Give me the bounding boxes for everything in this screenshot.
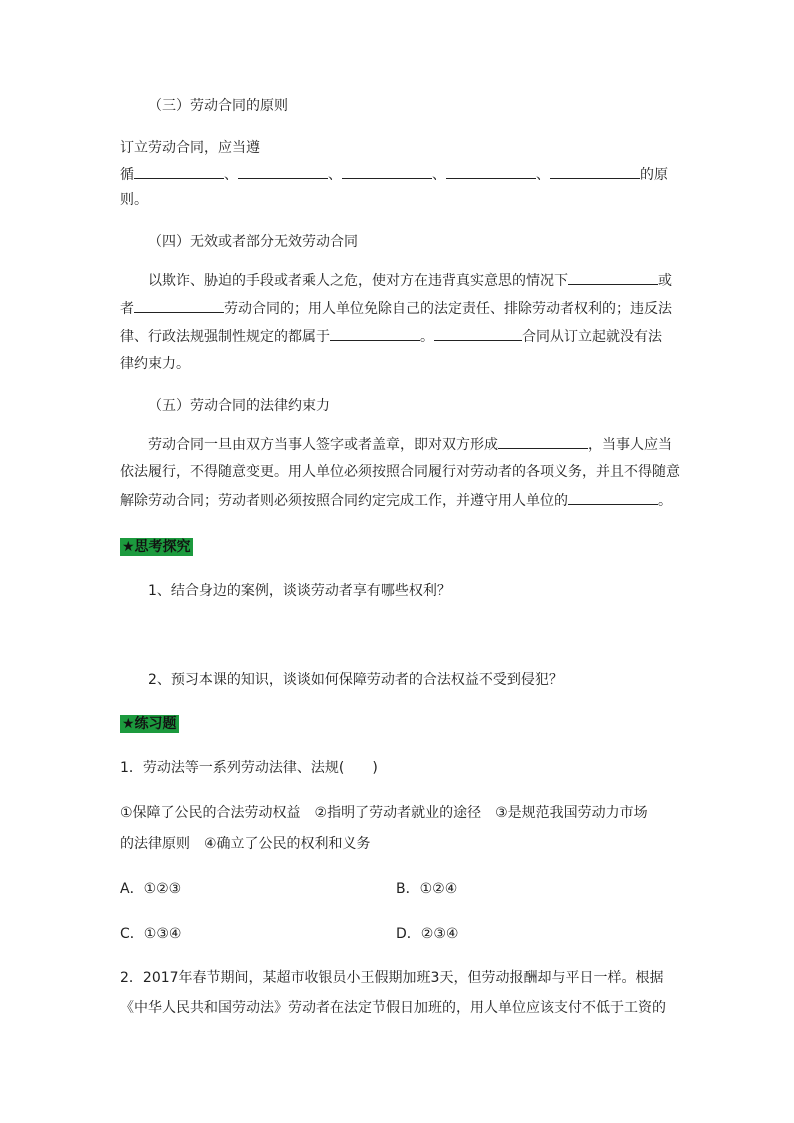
text-fragment: 劳动合同的；用人单位免除自己的法定责任、排除劳动者权利的；违反法 — [224, 301, 672, 317]
section3-line1: 订立劳动合同，应当遵 — [120, 140, 260, 156]
think-question-2: 2、预习本课的知识，谈谈如何保障劳动者的合法权益不受到侵犯？ — [148, 672, 563, 688]
text-fragment: 律、行政法规强制性规定的都属于 — [120, 329, 330, 345]
text-fragment: 。 — [420, 329, 434, 345]
option-d[interactable]: D．②③④ — [396, 926, 459, 942]
fill-blank[interactable] — [238, 164, 328, 179]
fill-blank[interactable] — [568, 270, 658, 285]
section5-para-line2: 依法履行，不得随意变更。用人单位必须按照合同履行对劳动者的各项义务，并且不得随意 — [120, 464, 680, 480]
option-b[interactable]: B．①②④ — [396, 881, 458, 897]
practice-question-2-line1: 2．2017年春节期间，某超市收银员小王假期加班3天，但劳动报酬却与平日一样。根据 — [120, 970, 664, 986]
section5-para-line3 — [120, 490, 672, 511]
question1-items-line1: ①保障了公民的合法劳动权益 ②指明了劳动者就业的途径 ③是规范我国劳动力市场 — [120, 805, 648, 821]
section4-para-line1 — [148, 270, 672, 291]
option-c[interactable]: C．①③④ — [120, 926, 182, 942]
section3-line3: 则。 — [120, 192, 148, 208]
fill-blank[interactable] — [342, 164, 432, 179]
text-fragment: 循 — [120, 167, 134, 183]
question1-items-line2: 的法律原则 ④确立了公民的权利和义务 — [120, 836, 371, 852]
practice-question-1: 1．劳动法等一系列劳动法律、法规( ) — [120, 760, 378, 776]
separator: 、 — [536, 167, 550, 183]
section5-para-line1 — [148, 434, 672, 455]
text-fragment: 合同从订立起就没有法 — [522, 329, 662, 345]
text-fragment: 劳动合同一旦由双方当事人签字或者盖章，即对双方形成 — [148, 437, 498, 453]
section4-para-line4: 律约束力。 — [120, 356, 190, 372]
fill-blank[interactable] — [434, 326, 522, 341]
text-fragment: 解除劳动合同；劳动者则必须按照合同约定完成工作，并遵守用人单位的 — [120, 493, 568, 509]
highlight-tag: ★练习题 — [122, 716, 177, 732]
section4-title: （四）无效或者部分无效劳动合同 — [148, 234, 358, 250]
practice-section-tag — [120, 714, 179, 734]
highlight-tag: ★思考探究 — [122, 539, 191, 555]
fill-blank[interactable] — [134, 298, 224, 313]
section4-para-line3 — [120, 326, 662, 347]
think-question-1: 1、结合身边的案例，谈谈劳动者享有哪些权利？ — [148, 583, 451, 599]
section3-title: （三）劳动合同的原则 — [148, 98, 288, 114]
text-fragment: 或 — [658, 273, 672, 289]
fill-blank[interactable] — [550, 164, 640, 179]
text-fragment: 者 — [120, 301, 134, 317]
fill-blank[interactable] — [568, 490, 658, 505]
text-fragment: 的原 — [640, 167, 668, 183]
think-section-tag — [120, 537, 193, 557]
fill-blank[interactable] — [134, 164, 224, 179]
text-fragment: 。 — [658, 493, 672, 509]
text-fragment: ，当事人应当 — [588, 437, 672, 453]
separator: 、 — [328, 167, 342, 183]
section5-title: （五）劳动合同的法律约束力 — [148, 398, 330, 414]
separator: 、 — [432, 167, 446, 183]
section3-line2 — [120, 164, 668, 185]
fill-blank[interactable] — [446, 164, 536, 179]
practice-question-2-line2: 《中华人民共和国劳动法》劳动者在法定节假日加班的，用人单位应该支付不低于工资的 — [120, 1000, 666, 1016]
fill-blank[interactable] — [330, 326, 420, 341]
separator: 、 — [224, 167, 238, 183]
fill-blank[interactable] — [498, 434, 588, 449]
text-fragment: 以欺诈、胁迫的手段或者乘人之危，使对方在违背真实意思的情况下 — [148, 273, 568, 289]
section4-para-line2 — [120, 298, 672, 319]
option-a[interactable]: A．①②③ — [120, 881, 182, 897]
